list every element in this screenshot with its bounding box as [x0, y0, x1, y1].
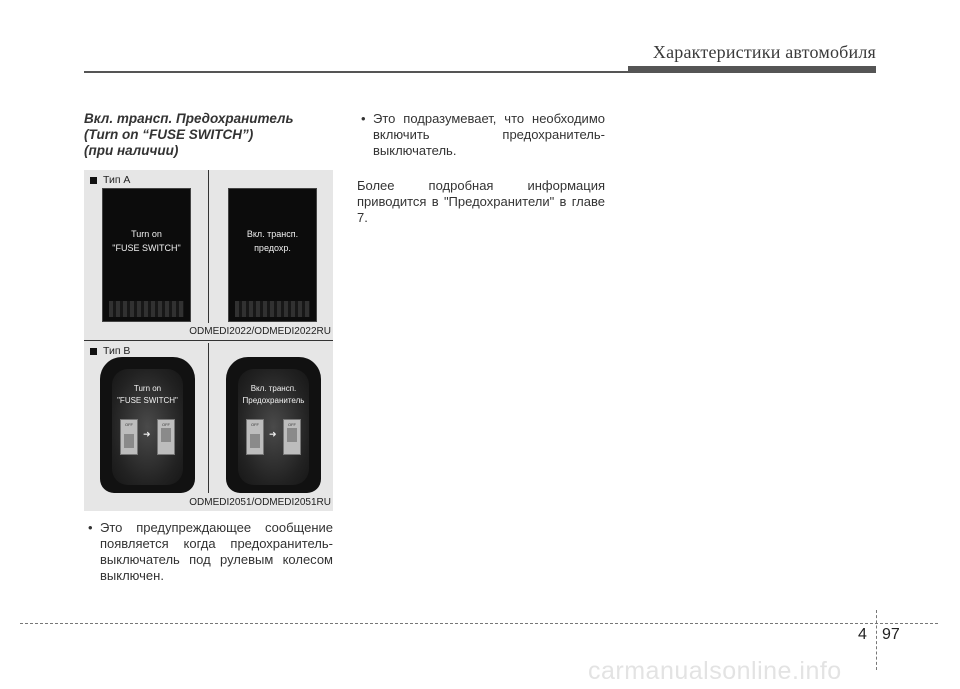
figure-code: ODMEDI2022/ODMEDI2022RU [189, 326, 331, 337]
chapter-title: Характеристики автомобиля [652, 42, 876, 62]
figure-code: ODMEDI2051/ODMEDI2051RU [189, 497, 331, 508]
square-bullet-icon [90, 348, 97, 355]
switch-label: OFF [288, 422, 296, 427]
bullet-item [357, 111, 605, 159]
type-b-text: Тип B [103, 345, 131, 357]
cluster-screen-en [102, 188, 191, 322]
bullet-text: Это предупреждающее сообщение появляется когда предохранитель-выключатель под рулевым колесом выключен. [100, 520, 333, 583]
screen-message [226, 383, 321, 407]
screen-line-2: "FUSE SWITCH" [112, 243, 181, 253]
arrow-right-icon: ➜ [143, 429, 151, 439]
screen-line-2: предохр. [254, 243, 291, 253]
cluster-screen-ru [226, 357, 321, 493]
screen-line-1: Вкл. трансп. [246, 229, 299, 239]
warning-note [84, 520, 333, 584]
bullet-item [84, 520, 333, 584]
cluster-screen-ru [228, 188, 317, 322]
footer-dashed-rule [20, 623, 938, 624]
screen-line-1: Вкл. трансп. [250, 384, 297, 393]
bullet-text: Это подразумевает, что необходимо включить предохранитель-выключатель. [373, 111, 605, 158]
section-heading [84, 111, 293, 159]
figure-divider [208, 170, 209, 323]
action-note [357, 111, 605, 159]
type-b-label [90, 345, 130, 357]
switch-label: OFF [251, 422, 259, 427]
footer-vertical-rule [876, 610, 877, 670]
screen-line-2: Предохранитель [242, 396, 305, 405]
screen-message [112, 227, 180, 255]
screen-message [100, 383, 195, 407]
switch-knob [161, 428, 171, 442]
screen-message [247, 227, 298, 255]
fuse-switch-off-icon [246, 419, 264, 455]
bullet-dot: • [361, 111, 366, 126]
figure-type-a [84, 170, 333, 341]
page-number: 97 [882, 626, 900, 643]
bullet-dot: • [88, 520, 93, 535]
heading-line-2: (Turn on “FUSE SWITCH”) [84, 127, 254, 142]
screen-status-strip [235, 301, 310, 317]
switch-knob [124, 434, 134, 448]
square-bullet-icon [90, 177, 97, 184]
fuse-switch-off-icon [120, 419, 138, 455]
heading-line-1: Вкл. трансп. Предохранитель [84, 111, 294, 126]
heading-line-3: (при наличии) [84, 143, 179, 158]
fuse-switch-on-icon [283, 419, 301, 455]
switch-label: OFF [162, 422, 170, 427]
arrow-right-icon: ➜ [269, 429, 277, 439]
switch-label: OFF [125, 422, 133, 427]
figure-divider [208, 343, 209, 493]
switch-knob [287, 428, 297, 442]
screen-status-strip [109, 301, 184, 317]
screen-line-2: "FUSE SWITCH" [117, 396, 178, 405]
fuse-switch-on-icon [157, 419, 175, 455]
type-a-text: Тип A [103, 174, 131, 186]
screen-line-1: Turn on [133, 384, 162, 393]
reference-paragraph: Более подробная информация приводится в "Предохранители" в главе 7. [357, 178, 605, 225]
header-rule [84, 71, 876, 73]
type-a-label [90, 174, 130, 186]
screen-line-1: Turn on [131, 229, 162, 239]
figure-type-b [84, 341, 333, 511]
switch-knob [250, 434, 260, 448]
watermark: carmanualsonline.info [588, 657, 842, 685]
cluster-screen-en [100, 357, 195, 493]
chapter-number: 4 [858, 626, 867, 643]
